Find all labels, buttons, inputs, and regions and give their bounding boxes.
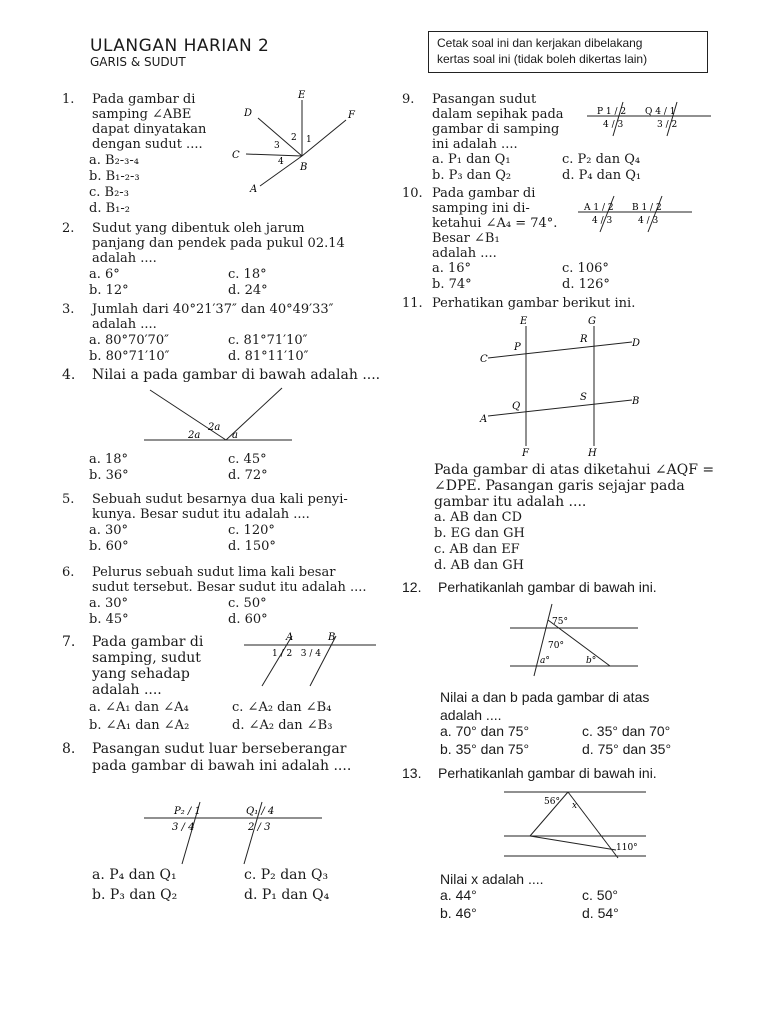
figure-q12-triangle (506, 602, 642, 678)
option-a[interactable]: a. 18° (89, 452, 129, 467)
question-text: yang sehadap (92, 666, 190, 682)
option-c[interactable]: c. B₂‑₃ (89, 185, 129, 200)
question-number: 7. (62, 634, 76, 650)
figure-q10-parallel (576, 194, 696, 234)
question-text: Pasangan sudut (432, 92, 537, 107)
option-a[interactable]: a. P₁ dan Q₁ (432, 152, 511, 167)
fig-label-c: C (232, 150, 240, 161)
question-8 (62, 741, 407, 775)
question-text: Nilai x adalah .... (440, 871, 544, 887)
option-a[interactable]: a. AB dan CD (434, 510, 523, 525)
question-number: 3. (62, 302, 75, 317)
fig-label-top-right: Q₁ / 4 (246, 806, 275, 817)
question-text: ketahui ∠A₄ = 74°. (432, 216, 558, 231)
question-text: gambar di samping (432, 122, 560, 137)
question-number: 13. (402, 765, 422, 781)
question-text: samping ini di- (432, 201, 530, 216)
question-text: Nilai a dan b pada gambar di atas (440, 689, 650, 705)
question-number: 4. (62, 367, 76, 383)
fig-label-h: H (588, 448, 597, 458)
question-text: Perhatikanlah gambar di bawah ini. (438, 579, 657, 595)
page-subtitle: GARIS & SUDUT (90, 55, 186, 69)
option-b[interactable]: b. 46° (440, 905, 477, 921)
fig-label-top-right: B 1 / 2 (632, 203, 662, 213)
option-c[interactable]: c. 50° (582, 887, 618, 903)
option-a[interactable]: a. 80°70′70″ (89, 333, 169, 348)
fig-angle-numbers: 1 / 2 3 / 4 (272, 649, 321, 659)
fig-label-p: P (514, 342, 521, 353)
question-text: adalah .... (92, 682, 162, 698)
question-number: 9. (402, 92, 415, 107)
question-text: dalam sepihak pada (432, 107, 564, 122)
question-text: pada gambar di bawah ini adalah .... (92, 758, 352, 774)
question-text: samping, sudut (92, 650, 201, 666)
option-c[interactable]: c. ∠A₂ dan ∠B₄ (232, 700, 332, 715)
question-3 (62, 302, 402, 364)
option-a[interactable]: a. 6° (89, 267, 120, 282)
fig-label-e: E (520, 316, 528, 327)
question-text: dapat dinyatakan (92, 122, 207, 137)
fig-num-2: 2 (291, 133, 297, 143)
instruction-line-1: Cetak soal ini dan kerjakan dibelakang (437, 36, 643, 50)
option-a[interactable]: a. 30° (89, 596, 129, 611)
question-12-body (402, 688, 742, 760)
option-d[interactable]: d. 150° (228, 539, 276, 554)
question-number: 2. (62, 221, 75, 236)
question-4-options (62, 452, 402, 484)
option-b[interactable]: b. 36° (89, 468, 129, 483)
question-text: Perhatikan gambar berikut ini. (432, 296, 636, 311)
question-5 (62, 492, 402, 554)
question-number: 6. (62, 565, 75, 580)
fig-label-a: A (286, 632, 294, 643)
fig-label-a: A (480, 414, 488, 425)
question-text: kunya. Besar sudut itu adalah .... (92, 507, 310, 522)
option-d[interactable]: d. 24° (228, 283, 268, 298)
question-4 (62, 368, 402, 386)
question-2 (62, 221, 402, 296)
fig-label-d: D (632, 338, 641, 349)
fig-label-b: B (632, 396, 640, 407)
option-c[interactable]: c. P₂ dan Q₄ (562, 152, 641, 167)
option-c[interactable]: c. 81°71′10″ (228, 333, 308, 348)
fig-label-e: E (298, 90, 306, 101)
fig-label-top: 2a (208, 422, 221, 433)
fig-label-left: 2a (188, 430, 201, 441)
option-b[interactable]: b. 60° (89, 539, 129, 554)
fig-label-top-left: P 1 / 2 (597, 107, 627, 117)
question-text: adalah .... (92, 251, 157, 266)
fig-label-x: x (572, 801, 578, 811)
fig-label-top-right: Q 4 / 1 (645, 107, 676, 117)
figure-q1-angles (228, 88, 368, 198)
fig-label-110: 110° (616, 843, 638, 853)
fig-label-a: A (250, 184, 258, 195)
instruction-line-2: kertas soal ini (tidak boleh dikertas lain) (437, 52, 648, 66)
option-b[interactable]: b. 45° (89, 612, 129, 627)
fig-label-b: B (328, 632, 336, 643)
question-text: adalah .... (440, 707, 502, 723)
option-d[interactable]: d. ∠A₂ dan ∠B₃ (232, 718, 333, 733)
option-c[interactable]: c. 50° (228, 596, 267, 611)
option-d[interactable]: d. P₄ dan Q₁ (562, 168, 642, 183)
question-number: 10. (402, 186, 423, 201)
fig-label-top-left: A 1 / 2 (584, 203, 614, 213)
question-text: Sudut yang dibentuk oleh jarum (92, 221, 305, 236)
question-12 (402, 578, 742, 598)
question-11 (402, 296, 722, 314)
option-d[interactable]: d. 54° (582, 905, 619, 921)
question-text: sudut tersebut. Besar sudut itu adalah .... (92, 580, 367, 595)
option-b[interactable]: b. 12° (89, 283, 129, 298)
fig-label-bottom-right: 4 / 3 (638, 216, 659, 226)
fig-num-1: 1 (306, 135, 312, 145)
fig-label-bottom-left: 4 / 3 (592, 216, 613, 226)
fig-label-56: 56° (544, 797, 560, 807)
option-b[interactable]: b. ∠A₁ dan ∠A₂ (89, 718, 190, 733)
option-d[interactable]: d. 81°11′10″ (228, 349, 309, 364)
question-text: Pada gambar di (432, 186, 536, 201)
option-d[interactable]: d. B₁‑₂ (89, 201, 130, 216)
fig-label-b: B (300, 162, 308, 173)
option-a[interactable]: a. 16° (432, 261, 472, 276)
question-number: 11. (402, 296, 423, 311)
option-b[interactable]: b. P₃ dan Q₂ (92, 887, 178, 903)
instruction-box (428, 31, 708, 73)
question-text: adalah .... (92, 317, 157, 332)
question-number: 1. (62, 92, 75, 107)
option-d[interactable]: d. 72° (228, 468, 268, 483)
option-b[interactable]: b. EG dan GH (434, 526, 525, 541)
fig-label-bottom-left: 4 / 3 (603, 120, 624, 130)
fig-label-bottom-right: 2 / 3 (248, 822, 271, 833)
question-text: Nilai a pada gambar di bawah adalah .... (92, 367, 381, 383)
fig-label-f: F (522, 448, 529, 458)
question-number: 12. (402, 579, 422, 595)
fig-label-75: 75° (552, 617, 568, 627)
question-text: Pada gambar di (92, 634, 204, 650)
figure-q7-parallel (240, 628, 380, 690)
option-d[interactable]: d. AB dan GH (434, 558, 524, 573)
fig-num-4: 4 (278, 157, 284, 167)
option-c[interactable]: c. 35° dan 70° (582, 723, 671, 739)
option-b[interactable]: b. 80°71′10″ (89, 349, 170, 364)
option-a[interactable]: a. B₂‑₃‑₄ (89, 153, 139, 168)
question-text: Pada gambar di atas diketahui ∠AQF = (434, 462, 715, 478)
question-11-body (402, 462, 722, 578)
option-b[interactable]: b. B₁‑₂‑₃ (89, 169, 140, 184)
option-c[interactable]: c. 106° (562, 261, 609, 276)
option-c[interactable]: c. P₂ dan Q₃ (244, 867, 329, 883)
question-text: gambar itu adalah .... (434, 494, 587, 510)
option-c[interactable]: c. 18° (228, 267, 267, 282)
figure-q9-parallel (585, 100, 715, 138)
option-a[interactable]: a. 30° (89, 523, 129, 538)
fig-label-d: D (244, 108, 253, 119)
fig-label-top-left: P₂ / 1 (174, 806, 201, 817)
fig-label-70: 70° (548, 641, 564, 651)
question-text: Pasangan sudut luar berseberangar (92, 741, 347, 757)
fig-label-r: R (580, 334, 588, 345)
question-text: Perhatikanlah gambar di bawah ini. (438, 765, 657, 781)
fig-num-3: 3 (274, 141, 280, 151)
figure-q4-angles (140, 386, 300, 446)
question-13 (402, 764, 742, 784)
option-a[interactable]: a. P₄ dan Q₁ (92, 867, 177, 883)
figure-q13-triangle (500, 784, 650, 868)
fig-label-s: S (580, 392, 587, 403)
fig-label-bottom-left: 3 / 4 (172, 822, 195, 833)
option-b[interactable]: b. P₃ dan Q₂ (432, 168, 512, 183)
fig-label-b: b° (586, 656, 597, 666)
question-text: ∠DPE. Pasangan garis sejajar pada (434, 478, 685, 494)
question-text: Pelurus sebuah sudut lima kali besar (92, 565, 336, 580)
question-text: Jumlah dari 40°21′37″ dan 40°49′33″ (92, 302, 334, 317)
option-a[interactable]: a. 44° (440, 887, 477, 903)
question-text: Sebuah sudut besarnya dua kali penyi- (92, 492, 348, 507)
question-text: dengan sudut .... (92, 137, 203, 152)
fig-label-q: Q (512, 401, 521, 412)
question-13-body (402, 870, 742, 924)
question-text: ini adalah .... (432, 137, 518, 152)
option-d[interactable]: d. 126° (562, 277, 610, 292)
question-number: 5. (62, 492, 75, 507)
figure-q11-lines (476, 314, 646, 458)
question-text: adalah .... (432, 246, 497, 261)
question-text: Pada gambar di (92, 92, 196, 107)
question-8-options (62, 868, 407, 906)
option-d[interactable]: d. P₁ dan Q₄ (244, 887, 330, 903)
option-d[interactable]: d. 75° dan 35° (582, 741, 672, 757)
option-c[interactable]: c. 120° (228, 523, 275, 538)
fig-label-bottom-right: 3 / 2 (657, 120, 678, 130)
question-text: samping ∠ABE (92, 107, 192, 122)
fig-label-right: a (232, 430, 238, 441)
option-c[interactable]: c. AB dan EF (434, 542, 520, 557)
fig-label-f: F (348, 110, 355, 121)
question-6 (62, 565, 402, 627)
fig-label-c: C (480, 354, 488, 365)
option-b[interactable]: b. 35° dan 75° (440, 741, 530, 757)
option-b[interactable]: b. 74° (432, 277, 472, 292)
option-a[interactable]: a. 70° dan 75° (440, 723, 530, 739)
question-text: Besar ∠B₁ (432, 231, 500, 246)
fig-label-g: G (588, 316, 596, 327)
option-a[interactable]: a. ∠A₁ dan ∠A₄ (89, 700, 189, 715)
question-text: panjang dan pendek pada pukul 02.14 (92, 236, 345, 251)
option-d[interactable]: d. 60° (228, 612, 268, 627)
question-number: 8. (62, 741, 76, 757)
option-c[interactable]: c. 45° (228, 452, 267, 467)
fig-label-a: a° (540, 656, 550, 666)
page-title: ULANGAN HARIAN 2 (90, 36, 270, 56)
figure-q8-parallel (140, 796, 330, 866)
